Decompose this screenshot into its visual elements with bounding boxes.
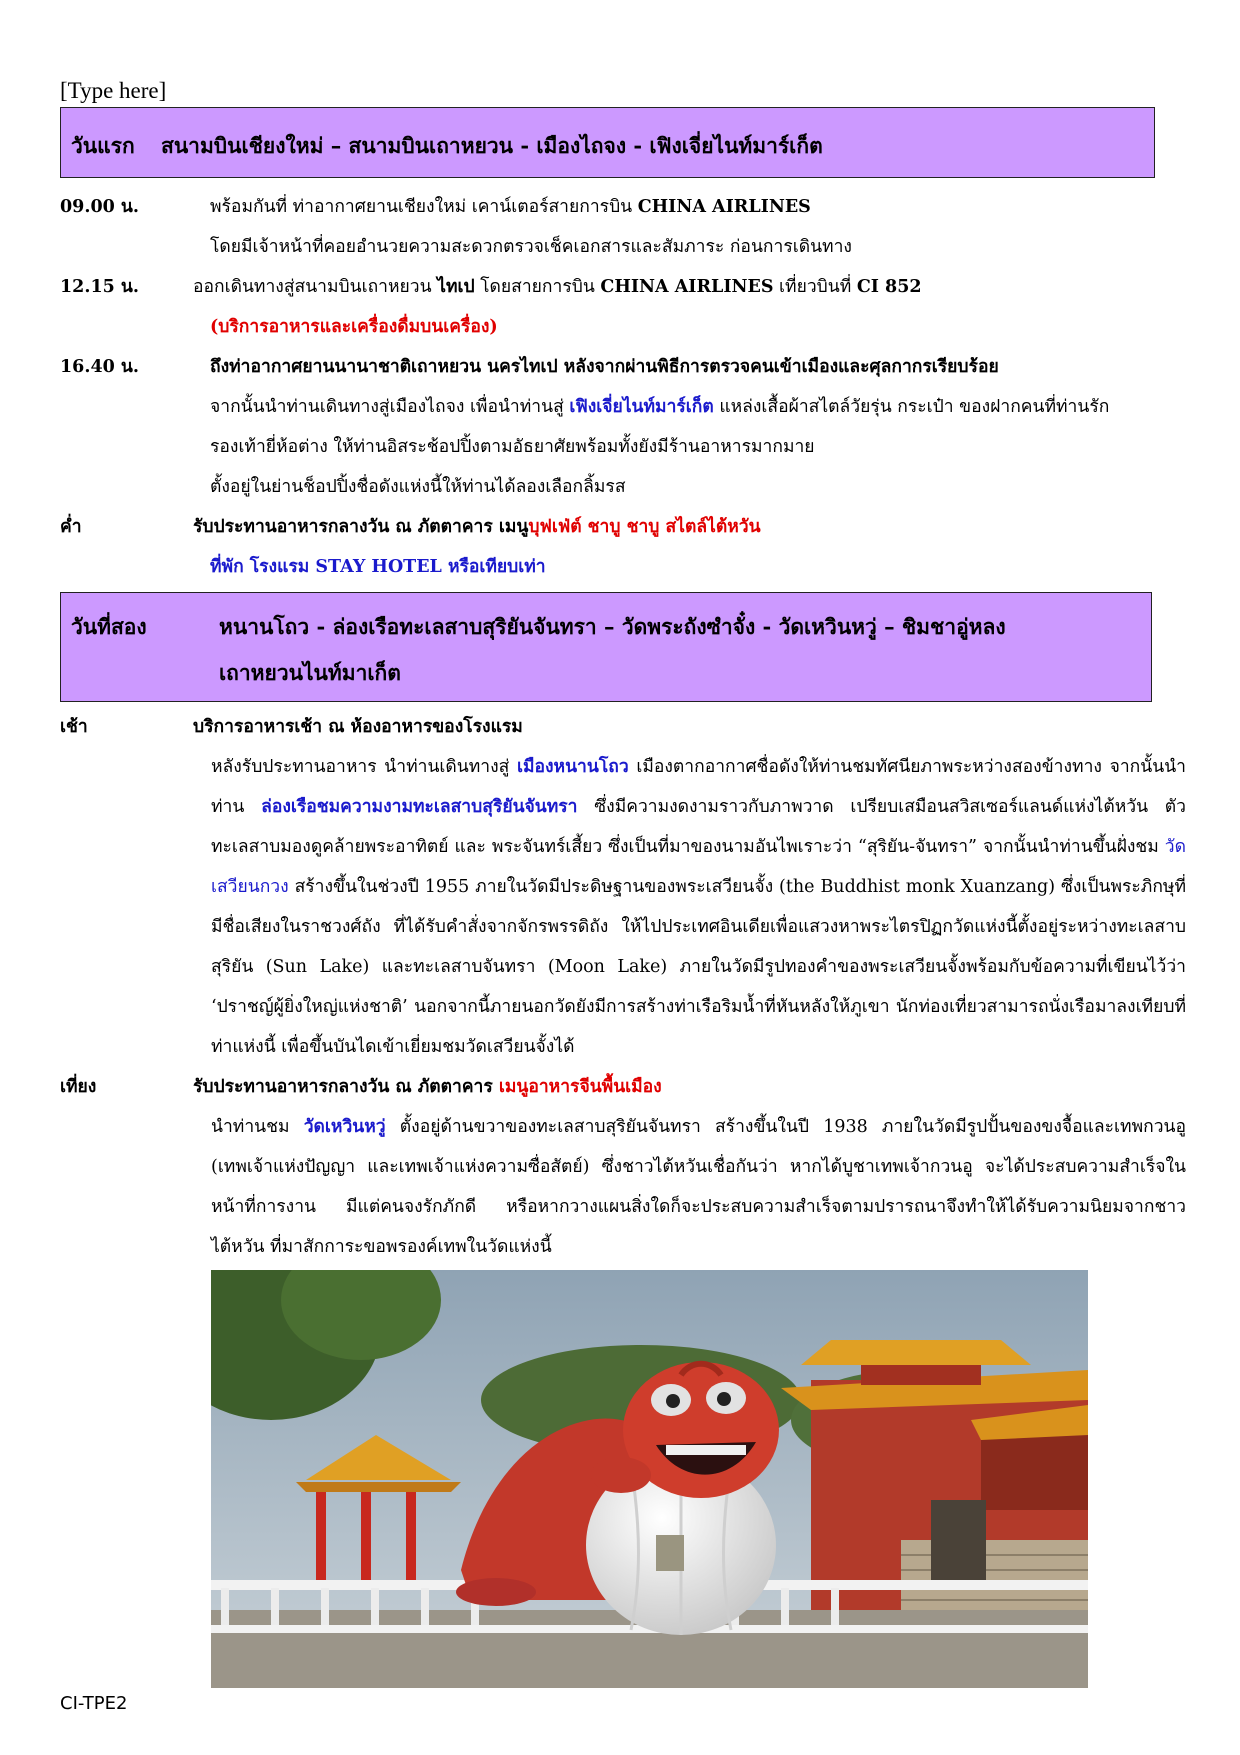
- meal-note: (บริการอาหารและเครื่องดื่มบนเครื่อง): [210, 317, 498, 337]
- activity-text: รับประทานอาหารกลางวัน ณ ภัตตาคาร เมนูอาหารจีนพื้นเมือง: [193, 1077, 662, 1097]
- activity-text: พร้อมกันที่ ท่าอากาศยานเชียงใหม่ เคาน์เตอร์สายการบิน CHINA AIRLINES: [210, 197, 811, 217]
- day2-title-line2: เถาหยวนไนท์มาเก็ต: [219, 660, 401, 685]
- time-label: 12.15 น.: [60, 277, 139, 297]
- time-label: เช้า: [60, 717, 88, 737]
- itinerary-row: [60, 387, 1190, 427]
- itinerary-row: [60, 507, 1190, 547]
- activity-text: จากนั้นนำท่านเดินทางสู่เมืองไถจง เพื่อนำท่านสู่ เฟิงเจี่ยไนท์มาร์เก็ต แหล่งเสื้อผ้าสไตล์วัยรุ่น กระเป๋า ของฝากคนที่ท่านรัก: [210, 397, 1110, 417]
- activity-text: ถึงท่าอากาศยานนานาชาติเถาหยวน นครไทเป หลังจากผ่านพิธีการตรวจคนเข้าเมืองและศุลกากรเรียบร้อย: [210, 357, 999, 377]
- time-label: 16.40 น.: [60, 357, 139, 377]
- day2-header: [60, 592, 1152, 702]
- temple-lion-photo: [211, 1270, 1088, 1688]
- itinerary-row: [60, 427, 1190, 467]
- day1-title: สนามบินเชียงใหม่ – สนามบินเถาหยวน - เมืองไถจง - เฟิงเจี่ยไนท์มาร์เก็ต: [161, 133, 823, 158]
- day2-title-line1: หนานโถว - ล่องเรือทะเลสาบสุริยันจันทรา – วัดพระถังซำจั๋ง - วัดเหวินหวู่ – ชิมชาอู่หลง: [219, 614, 1006, 639]
- day1-header: [60, 107, 1155, 178]
- header-note: [Type here]: [60, 78, 167, 103]
- day2-label: วันที่สอง: [71, 614, 147, 639]
- day2-noon-paragraph: นำท่านชม วัดเหวินหวู่ ตั้งอยู่ด้านขวาของทะเลสาบสุริยันจันทรา สร้างขึ้นในปี 1938 ภายในวัดมีรูปปั้นของขงจื้อและเทพกวนอู (เทพเจ้าแห่งปัญญา และเทพเจ้าแห่งความซื่อสัตย์) ซึ่งชาวไต้หวันเชื่อกันว่า หากได้บูชาเทพเจ้ากวนอู จะได้ประสบความสำเร็จในหน้าที่การงาน มีแต่คนจงรักภักดี หรือหากวางแผนสิ่งใดก็จะประสบความสำเร็จตามปรารถนาจึงทำให้ได้รับความนิยมจากชาวไต้หวัน ที่มาสักการะขอพรองค์เทพในวัดแห่งนี้: [211, 1117, 1186, 1257]
- time-label: เที่ยง: [60, 1077, 97, 1097]
- day2-morning-paragraph: หลังรับประทานอาหาร นำท่านเดินทางสู่ เมืองหนานโถว เมืองตากอากาศชื่อดังให้ท่านชมทัศนียภาพระหว่างสองข้างทาง จากนั้นนำท่าน ล่องเรือชมความงามทะเลสาบสุริยันจันทรา ซึ่งมีความงดงามราวกับภาพวาด เปรียบเสมือนสวิสเซอร์แลนด์แห่งไต้หวัน ตัวทะเลสาบมองดูคล้ายพระอาทิตย์ และ พระจันทร์เสี้ยว ซึ่งเป็นที่มาของนามอันไพเราะว่า “สุริยัน-จันทรา” จากนั้นนำท่านขึ้นฝั่งชม วัดเสวียนกวง สร้างขึ้นในช่วงปี 1955 ภายในวัดมีประดิษฐานของพระเสวียนจั้ง (the Buddhist monk Xuanzang) ซึ่งเป็นพระภิกษุที่มีชื่อเสียงในราชวงศ์ถัง ที่ได้รับคำสั่งจากจักรพรรดิถัง ให้ไปประเทศอินเดียเพื่อแสวงหาพระไตรปิฏกวัดแห่งนี้ตั้งอยู่ระหว่างทะเลสาบสุริยัน (Sun Lake) และทะเลสาบจันทรา (Moon Lake) ภายในวัดมีรูปทองคำของพระเสวียนจั้งพร้อมกับข้อความที่เขียนไว้ว่า ‘ปราชญ์ผู้ยิ่งใหญ่แห่งชาติ’ นอกจากนี้ภายนอกวัดยังมีการสร้างท่าเรือริมน้ำที่หันหลังให้ภูเขา นักท่องเที่ยวสามารถนั่งเรือมาลงเทียบที่ท่าแห่งนี้ เพื่อขึ้นบันไดเข้าเยี่ยมชมวัดเสวียนจั้งได้: [211, 757, 1186, 1057]
- itinerary-row: [60, 267, 1190, 307]
- itinerary-row: [60, 467, 1190, 507]
- time-label: 09.00 น.: [60, 197, 139, 217]
- activity-text: โดยมีเจ้าหน้าที่คอยอำนวยความสะดวกตรวจเช็คเอกสารและสัมภาระ ก่อนการเดินทาง: [210, 237, 852, 257]
- activity-text: รับประทานอาหารกลางวัน ณ ภัตตาคาร เมนูบุฟเฟ่ต์ ชาบู ชาบู สไตล์ไต้หวัน: [193, 517, 761, 537]
- footer-code: CI-TPE2: [60, 1693, 128, 1714]
- day1-label: วันแรก: [71, 133, 135, 158]
- activity-text: รองเท้ายี่ห้อต่าง ให้ท่านอิสระช้อปปิ้งตามอัธยาศัยพร้อมทั้งยังมีร้านอาหารมากมาย: [210, 437, 815, 457]
- activity-text: ตั้งอยู่ในย่านช็อปปิ้งชื่อดังแห่งนี้ให้ท่านได้ลองเลือกลิ้มรส: [210, 477, 626, 497]
- activity-text: ออกเดินทางสู่สนามบินเถาหยวน ไทเป โดยสายการบิน CHINA AIRLINES เที่ยวบินที่ CI 852: [193, 277, 922, 297]
- temple-lion-illustration: [211, 1270, 1088, 1688]
- activity-text: บริการอาหารเช้า ณ ห้องอาหารของโรงแรม: [193, 717, 523, 737]
- itinerary-row: [60, 707, 1190, 747]
- itinerary-row: [60, 547, 1190, 587]
- hotel-note: ที่พัก โรงแรม STAY HOTEL หรือเทียบเท่า: [210, 557, 546, 577]
- itinerary-row: [60, 187, 1190, 227]
- itinerary-row: [60, 227, 1190, 267]
- itinerary-row: [60, 1067, 1190, 1107]
- itinerary-row: [60, 347, 1190, 387]
- time-label: ค่ำ: [60, 517, 82, 537]
- itinerary-row: [60, 307, 1190, 347]
